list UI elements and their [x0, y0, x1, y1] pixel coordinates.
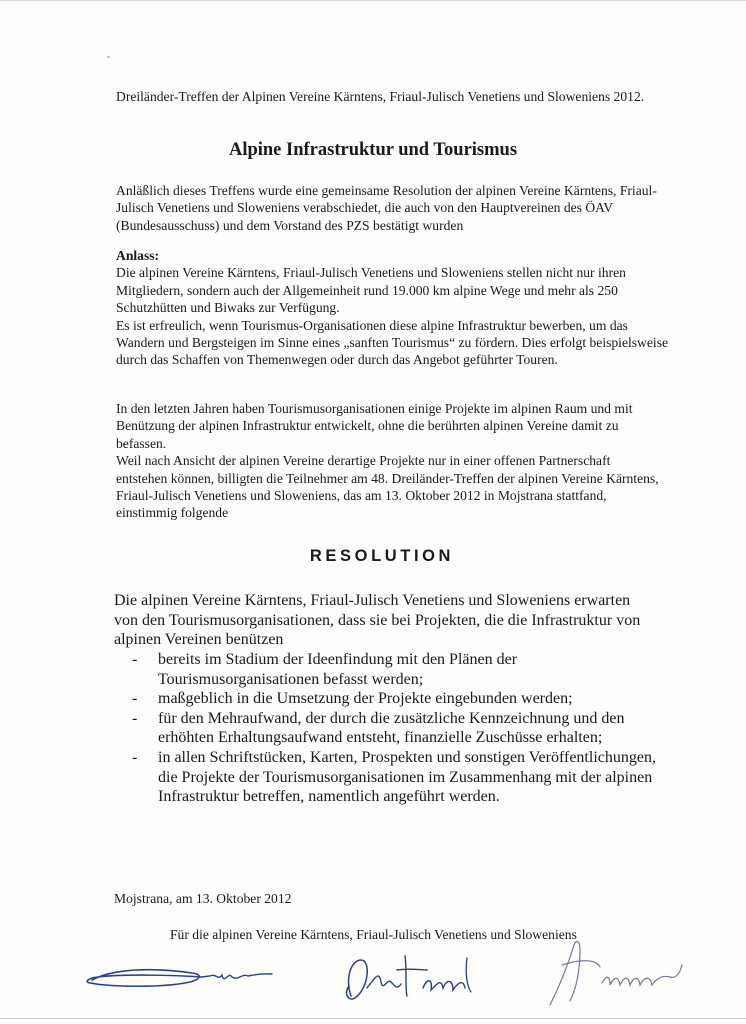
list-item — [114, 650, 674, 689]
intro-line: Dreiländer-Treffen der Alpinen Vereine Kärntens, Friaul-Julisch Venetiens und Sloweniens 2012. — [116, 89, 645, 104]
list-item — [114, 748, 674, 807]
list-item — [114, 709, 674, 748]
bullet-dash: - — [132, 651, 138, 668]
bottom-edge-divider — [0, 1018, 746, 1019]
anlass-heading: Anlass: — [116, 248, 160, 263]
resolution-list — [114, 650, 674, 807]
list-item — [114, 689, 674, 709]
scan-speck — [107, 56, 110, 58]
list-item-text: in allen Schriftstücken, Karten, Prospekten und sonstigen Veröffentlichungen, die Projekte der Tourismusorganisationen im Zusammenhang mit der alpinen Infrastruktur betreffen, namentlich angeführt werden. — [158, 748, 656, 806]
preamble-paragraph: Anläßlich dieses Treffens wurde eine gemeinsame Resolution der alpinen Vereine Kärntens, Friaul-Julisch Venetiens und Sloweniens verabschiedet, die auch von den Hauptvereinen des ÖAV (Bundesausschuss) und dem Vorstand des PZS bestätigt wurden — [116, 183, 657, 233]
signature-1 — [82, 955, 282, 995]
resolution-intro: Die alpinen Vereine Kärntens, Friaul-Julisch Venetiens und Sloweniens erwarten von den Tourismusorganisationen, dass sie bei Projekten, die die Infrastruktur von alpinen Vereinen benützen — [114, 592, 641, 649]
document-title: Alpine Infrastruktur und Tourismus — [228, 140, 518, 160]
bullet-dash: - — [132, 690, 138, 708]
context-paragraph-2: Weil nach Ansicht der alpinen Vereine derartige Projekte nur in einer offenen Partnerschaft entstehen können, billigten die Teilnehmer am 48. Dreiländer-Treffen der alpinen Vereine Kärntens, Friaul-Julisch Venetiens und Sloweniens, das am 13. Oktober 2012 in Mojstrana stattfand, einstimmig folgende — [116, 453, 659, 521]
anlass-section — [116, 247, 676, 369]
list-item-text: maßgeblich in die Umsetzung der Projekte eingebunden werden; — [158, 690, 573, 708]
list-item-text: für den Mehraufwand, der durch die zusätzliche Kennzeichnung und den erhöhten Erhaltungsaufwand entsteht, finanzielle Zuschüsse erhalten; — [158, 709, 625, 747]
signature-2 — [335, 948, 495, 1008]
anlass-paragraph-1: Die alpinen Vereine Kärntens, Friaul-Julisch Venetiens und Sloweniens stellen nicht nur ihren Mitgliedern, sondern auch der Allgemeinheit rund 19.000 km alpine Wege und mehr als 250 Schutzhütten und Biwaks zur Verfügung. — [116, 265, 626, 316]
signatory-line: Für die alpinen Vereine Kärntens, Friaul-Julisch Venetiens und Sloweniens — [170, 927, 577, 942]
list-item-text: bereits im Stadium der Ideenfindung mit den Plänen der Tourismusorganisationen befasst werden; — [158, 651, 518, 688]
bullet-dash: - — [132, 748, 138, 766]
resolution-heading: RESOLUTION — [309, 547, 455, 565]
context-paragraph-1: In den letzten Jahren haben Tourismusorganisationen einige Projekte im alpinen Raum und mit Benützung der alpinen Infrastruktur entwickelt, ohne die berührten alpinen Vereine damit zu befassen. — [116, 401, 633, 451]
context-section — [116, 400, 661, 522]
top-edge-divider — [0, 0, 746, 1]
signature-3 — [540, 935, 690, 1013]
bullet-dash: - — [132, 709, 138, 727]
anlass-paragraph-2: Es ist erfreulich, wenn Tourismus-Organisationen diese alpine Infrastruktur bewerben, um das Wandern und Bergsteigen im Sinne eines „sanften Tourismus“ zu fördern. Dies erfolgt beispielsweise durch das Schaffen von Themenwegen oder durch das Angebot geführter Touren. — [116, 317, 669, 368]
place-and-date: Mojstrana, am 13. Oktober 2012 — [114, 891, 292, 906]
